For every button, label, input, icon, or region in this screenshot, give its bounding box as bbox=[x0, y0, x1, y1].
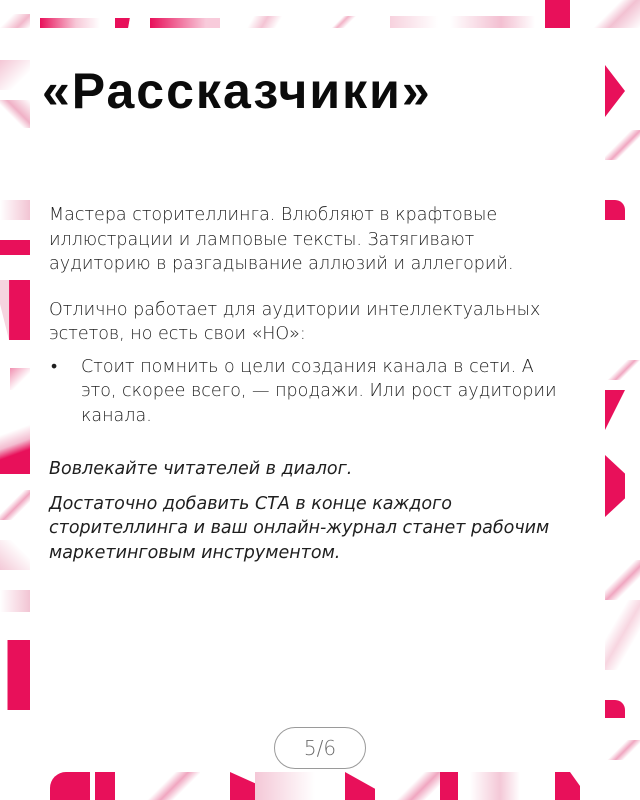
frame-tile bbox=[605, 200, 625, 220]
frame-tile bbox=[390, 16, 450, 28]
frame-tile bbox=[605, 130, 640, 160]
frame-tile bbox=[0, 60, 30, 90]
frame-tile bbox=[0, 280, 30, 340]
frame-tile bbox=[345, 772, 375, 800]
frame-tile bbox=[140, 772, 200, 800]
frame-tile bbox=[0, 540, 30, 570]
frame-tile bbox=[0, 490, 30, 520]
frame-tile bbox=[605, 390, 625, 430]
frame-tile bbox=[150, 18, 220, 28]
frame-tile bbox=[230, 772, 255, 800]
frame-tile bbox=[95, 772, 115, 800]
bullet-item bbox=[49, 355, 569, 429]
frame-tile bbox=[255, 772, 315, 800]
frame-tile bbox=[605, 700, 625, 718]
frame-tile bbox=[555, 772, 580, 800]
slide-title: «Рассказчики» bbox=[42, 63, 432, 119]
frame-tile bbox=[590, 0, 640, 28]
frame-tile bbox=[470, 772, 520, 800]
frame-tile bbox=[10, 368, 30, 390]
frame-tile bbox=[605, 560, 640, 600]
bullet-text: Стоит помнить о цели создания канала в сети. А это, скорее всего, — продажи. Или рост аудитории канала. bbox=[81, 356, 557, 426]
frame-tile bbox=[40, 18, 100, 28]
frame-tile bbox=[605, 65, 625, 117]
frame-tile bbox=[0, 640, 30, 710]
frame-tile bbox=[0, 100, 30, 128]
frame-tile bbox=[545, 0, 570, 28]
engage-callout: Вовлекайте читателей в диалог. bbox=[49, 459, 353, 479]
audience-paragraph: Отлично работает для аудитории интеллектуальных эстетов, но есть свои «НО»: bbox=[49, 299, 541, 344]
frame-tile bbox=[605, 600, 640, 670]
frame-tile bbox=[0, 240, 30, 255]
frame-tile bbox=[115, 18, 155, 28]
frame-tile bbox=[225, 16, 290, 28]
slide-body bbox=[49, 203, 569, 565]
frame-tile bbox=[0, 590, 30, 612]
frame-tile bbox=[440, 772, 458, 800]
frame-tile bbox=[50, 772, 90, 800]
frame-tile bbox=[320, 16, 360, 28]
frame-tile bbox=[450, 16, 535, 28]
frame-tile bbox=[605, 740, 640, 760]
frame-tile bbox=[0, 14, 30, 28]
bullet-icon: • bbox=[51, 356, 58, 377]
cta-advice: Достаточно добавить СТА в конце каждого сторителлинга и ваш онлайн-журнал станет рабочим маркетинговым инструментом. bbox=[49, 493, 550, 563]
frame-tile bbox=[605, 360, 640, 380]
frame-tile bbox=[0, 200, 30, 220]
intro-paragraph: Мастера сторителлинга. Влюбляют в крафтовые иллюстрации и ламповые тексты. Затягивают аудиторию в разгадывание аллюзий и аллегорий. bbox=[49, 205, 514, 274]
page-counter: 5/6 bbox=[274, 727, 366, 769]
frame-tile bbox=[605, 455, 625, 517]
frame-tile bbox=[0, 414, 30, 474]
